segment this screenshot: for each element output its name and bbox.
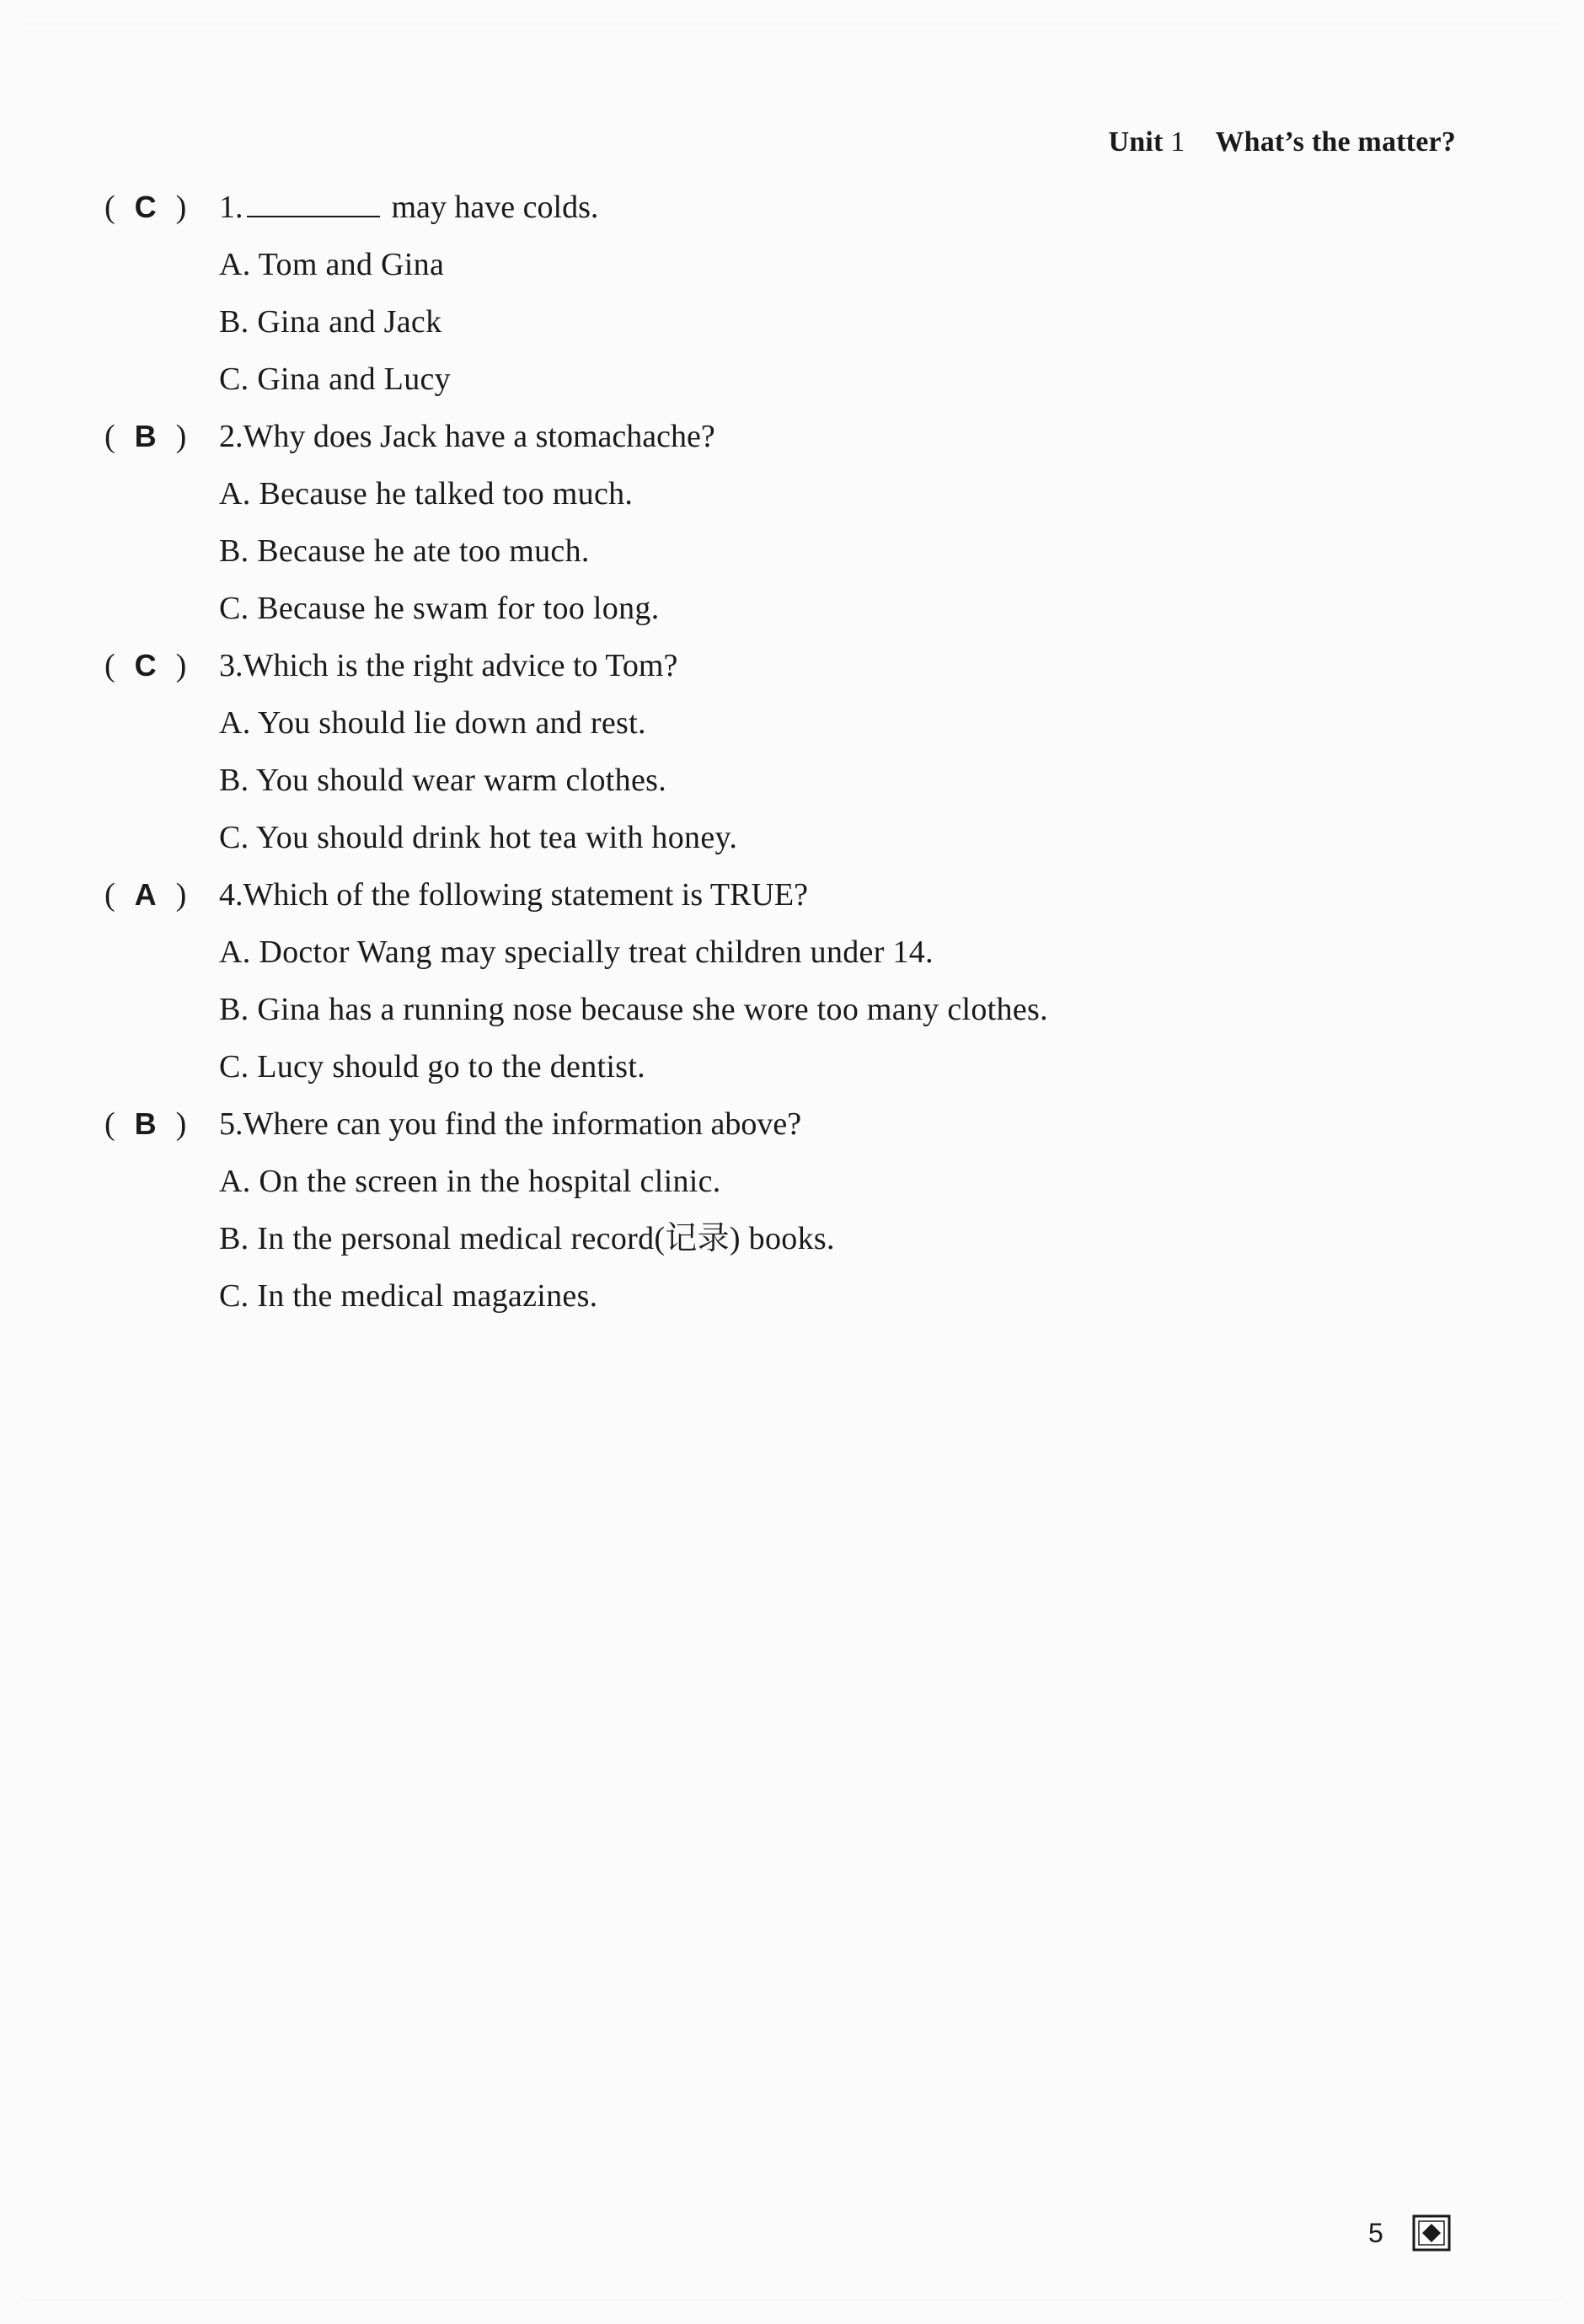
answer-bracket: ( C ) bbox=[104, 637, 219, 694]
unit-number: 1 bbox=[1170, 126, 1185, 158]
option-a: A. Because he talked too much. bbox=[219, 476, 634, 511]
answer-letter: B bbox=[134, 419, 157, 453]
question-stem bbox=[104, 408, 1469, 465]
question-text: Which of the following statement is TRUE? bbox=[243, 877, 808, 913]
question-number: 4. bbox=[219, 877, 243, 913]
question-number: 1. bbox=[219, 190, 243, 225]
question-number: 3. bbox=[219, 648, 243, 683]
answer-letter: C bbox=[134, 648, 157, 683]
answer-bracket: ( B ) bbox=[104, 1095, 219, 1153]
option-a: A. Tom and Gina bbox=[219, 247, 445, 282]
diamond-page-icon bbox=[1412, 2214, 1451, 2252]
option-c: C. Lucy should go to the dentist. bbox=[219, 1049, 645, 1084]
question-stem bbox=[104, 637, 1469, 694]
answer-bracket: ( B ) bbox=[104, 408, 219, 465]
unit-word: Unit bbox=[1108, 126, 1164, 158]
option-c: C. In the medical magazines. bbox=[219, 1278, 598, 1314]
answer-bracket: ( A ) bbox=[104, 866, 219, 924]
question-text: Why does Jack have a stomachache? bbox=[243, 419, 715, 454]
page-header bbox=[1108, 126, 1456, 158]
option-c: C. You should drink hot tea with honey. bbox=[219, 820, 738, 855]
question-3 bbox=[104, 637, 1469, 866]
option-b: B. Because he ate too much. bbox=[219, 533, 590, 569]
answer-letter: A bbox=[134, 877, 157, 912]
question-number: 5. bbox=[219, 1106, 243, 1142]
question-stem bbox=[104, 1095, 1469, 1153]
question-4 bbox=[104, 866, 1469, 1095]
question-stem bbox=[104, 866, 1469, 924]
answer-letter: C bbox=[134, 190, 157, 224]
option-a: A. Doctor Wang may specially treat children under 14. bbox=[219, 934, 934, 970]
question-list bbox=[104, 179, 1469, 1325]
question-text: may have colds. bbox=[391, 190, 599, 225]
question-stem bbox=[104, 179, 1469, 236]
question-2 bbox=[104, 408, 1469, 637]
unit-title: What’s the matter? bbox=[1215, 126, 1456, 158]
option-a: A. On the screen in the hospital clinic. bbox=[219, 1164, 721, 1199]
question-number: 2. bbox=[219, 419, 243, 454]
question-5 bbox=[104, 1095, 1469, 1325]
option-a: A. You should lie down and rest. bbox=[219, 705, 646, 741]
option-c: C. Because he swam for too long. bbox=[219, 591, 660, 626]
option-b: B. Gina has a running nose because she wore too many clothes. bbox=[219, 992, 1048, 1027]
option-b: B. Gina and Jack bbox=[219, 304, 442, 340]
question-text: Which is the right advice to Tom? bbox=[243, 648, 678, 683]
question-text: Where can you find the information above? bbox=[243, 1106, 802, 1142]
answer-bracket: ( C ) bbox=[104, 179, 219, 236]
answer-letter: B bbox=[134, 1106, 157, 1141]
option-b: B. You should wear warm clothes. bbox=[219, 763, 667, 798]
fill-blank bbox=[247, 190, 380, 217]
option-b: B. In the personal medical record(记录) books. bbox=[219, 1221, 835, 1256]
page-number: 5 bbox=[1368, 2218, 1383, 2248]
question-1 bbox=[104, 179, 1469, 408]
option-c: C. Gina and Lucy bbox=[219, 361, 451, 397]
unit-label bbox=[1108, 126, 1185, 158]
